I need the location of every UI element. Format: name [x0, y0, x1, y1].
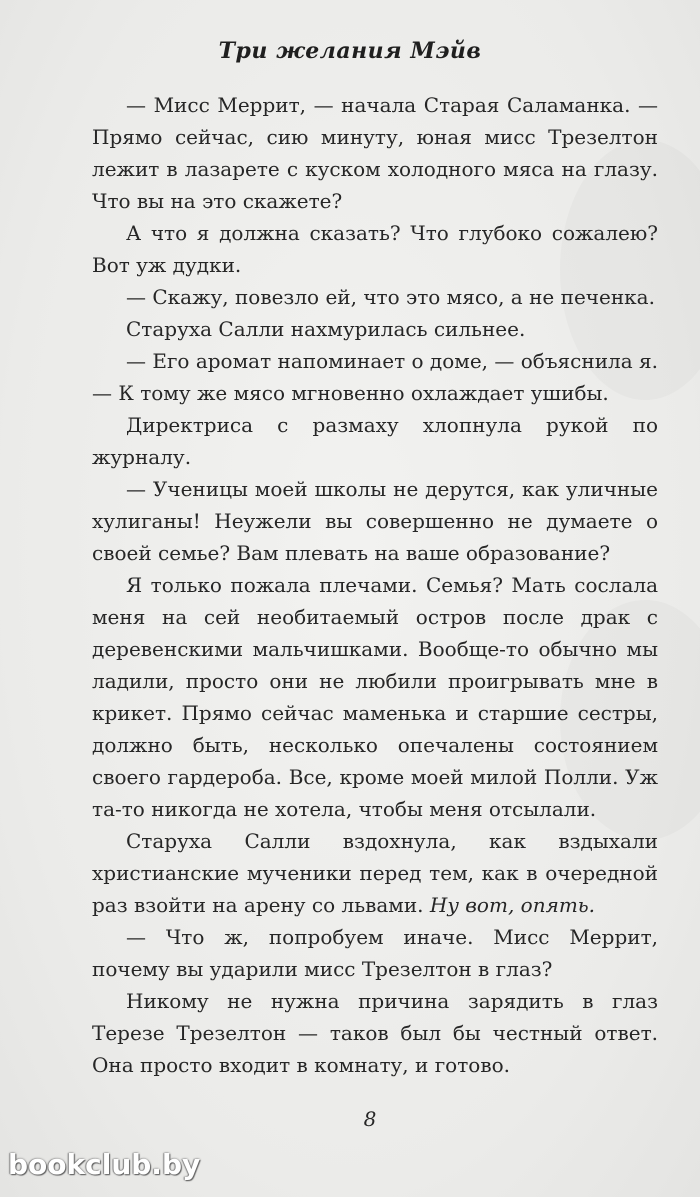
paragraph-9	[92, 825, 658, 921]
page-number: 8	[363, 1107, 377, 1131]
paragraph-8: Я только пожала плечами. Семья? Мать сослала меня на сей необитаемый остров после драк с деревенскими мальчишками. Вообще-то обычно мы ладили, просто они не любили проигрывать мне в крикет. Прямо сейчас маменька и старшие сестры, должно быть, несколько опечалены состоянием своего гардероба. Все, кроме моей милой Полли. Уж та-то никогда не хотела, чтобы меня отсылали.	[92, 573, 658, 821]
watermark: bookclub.by	[8, 1148, 201, 1181]
paragraph-7: — Ученицы моей школы не дерутся, как уличные хулиганы! Неужели вы совершенно не думаете о своей семье? Вам плевать на ваше образование?	[92, 477, 658, 565]
paragraph-9-text: Старуха Салли вздохнула, как вздыхали христианские мученики перед тем, как в очередной раз взойти на арену со львами.	[92, 829, 658, 917]
running-head: Три желания Мэйв	[218, 38, 482, 64]
paragraph-10: — Что ж, попробуем иначе. Мисс Меррит, почему вы ударили мисс Трезелтон в глаз?	[92, 925, 658, 981]
paragraph-9-italic: Ну вот, опять.	[429, 893, 596, 917]
paragraph-2: А что я должна сказать? Что глубоко сожалею? Вот уж дудки.	[92, 221, 658, 277]
body-text	[92, 89, 658, 1081]
paragraph-1: — Мисс Меррит, — начала Старая Саламанка. — Прямо сейчас, сию минуту, юная мисс Трезелтон лежит в лазарете с куском холодного мяса на глазу. Что вы на это скажете?	[92, 93, 658, 213]
paragraph-11: Никому не нужна причина зарядить в глаз Терезе Трезелтон — таков был бы честный ответ. Она просто входит в комнату, и готово.	[92, 989, 658, 1077]
paragraph-6: Директриса с размаху хлопнула рукой по журналу.	[92, 413, 658, 469]
paragraph-3: — Скажу, повезло ей, что это мясо, а не печенка.	[126, 285, 655, 309]
paragraph-4: Старуха Салли нахмурилась сильнее.	[126, 317, 526, 341]
paragraph-5: — Его аромат напоминает о доме, — объяснила я. — К тому же мясо мгновенно охлаждает ушибы.	[92, 349, 658, 405]
